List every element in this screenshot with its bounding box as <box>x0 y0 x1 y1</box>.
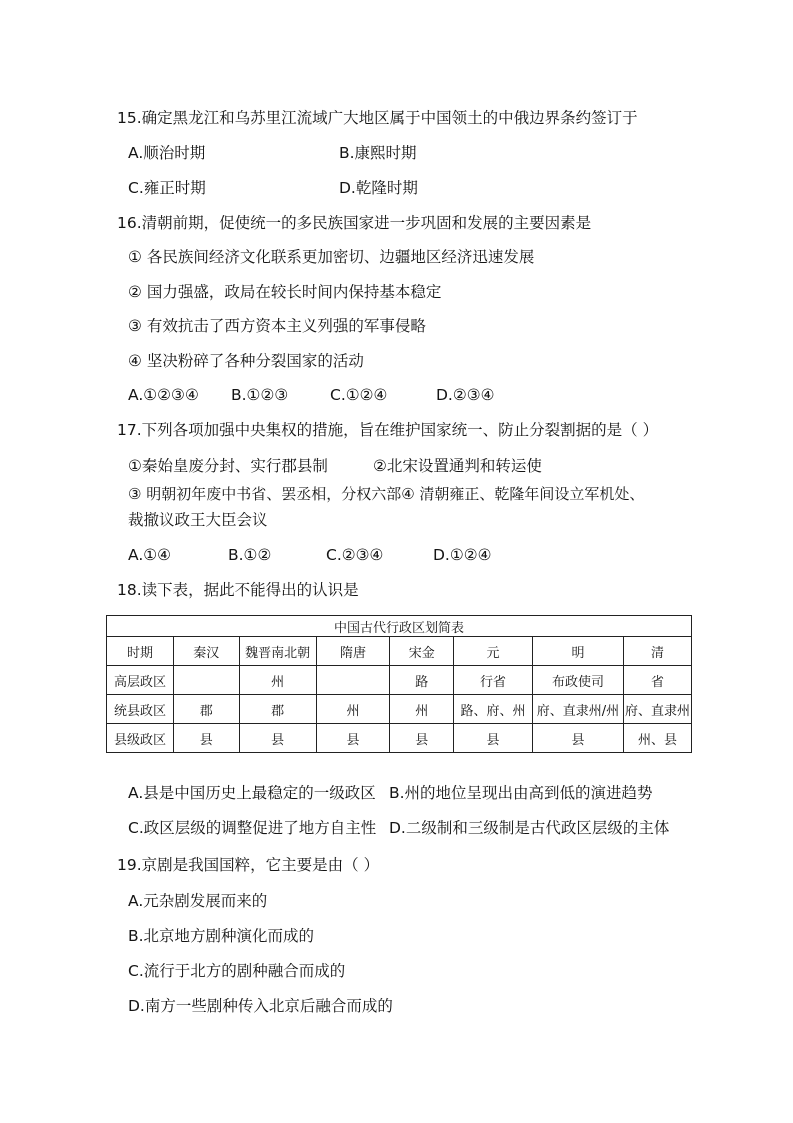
table-cell <box>316 666 390 695</box>
q18-option-c: C.政区层级的调整促进了地方自主性 <box>128 819 377 837</box>
q18-option-b: B.州的地位呈现出由高到低的演进趋势 <box>389 784 653 802</box>
q18-option-d: D.二级制和三级制是古代政区层级的主体 <box>389 819 670 837</box>
table-header-cell: 秦汉 <box>173 637 239 666</box>
q17-option-c: C.②③④ <box>326 546 384 564</box>
q16-item-2: ② 国力强盛，政局在较长时间内保持基本稳定 <box>128 283 442 301</box>
q16-option-d: D.②③④ <box>436 386 495 404</box>
q17-stem: 17.下列各项加强中央集权的措施，旨在维护国家统一、防止分裂割据的是（ ） <box>117 421 659 439</box>
q19-option-c: C.流行于北方的剧种融合而成的 <box>128 962 346 980</box>
q17-item-3-4: ③ 明朝初年废中书省、罢丞相，分权六部④ 清朝雍正、乾隆年间设立军机处、 <box>128 485 645 503</box>
q19-option-b: B.北京地方剧种演化而成的 <box>128 927 315 945</box>
table-cell <box>173 666 239 695</box>
table-cell: 路 <box>390 666 454 695</box>
table-header-cell: 清 <box>623 637 691 666</box>
table-cell: 郡 <box>173 695 239 724</box>
table-cell: 州 <box>316 695 390 724</box>
table-header-cell: 魏晋南北朝 <box>239 637 316 666</box>
table-cell: 路、府、州 <box>454 695 533 724</box>
admin-division-table <box>106 615 692 753</box>
q18-stem: 18.读下表，据此不能得出的认识是 <box>117 581 359 599</box>
table-row <box>107 666 692 695</box>
q19-option-d: D.南方一些剧种传入北京后融合而成的 <box>128 997 393 1015</box>
q17-option-d: D.①②④ <box>433 546 492 564</box>
table-cell: 高层政区 <box>107 666 174 695</box>
table-cell: 州 <box>239 666 316 695</box>
table-header-cell: 元 <box>454 637 533 666</box>
q15-option-d: D.乾隆时期 <box>339 179 418 197</box>
table-header-cell: 时期 <box>107 637 174 666</box>
table-header-cell: 隋唐 <box>316 637 390 666</box>
table-cell: 府、直隶州 <box>623 695 691 724</box>
table-cell: 省 <box>623 666 691 695</box>
q17-option-a: A.①④ <box>128 546 172 564</box>
q15-stem: 15.确定黑龙江和乌苏里江流域广大地区属于中国领土的中俄边界条约签订于 <box>117 109 638 127</box>
table-cell: 统县政区 <box>107 695 174 724</box>
table-cell: 县 <box>533 724 624 753</box>
q17-item-1: ①秦始皇废分封、实行郡县制 <box>128 457 328 475</box>
q16-item-1: ① 各民族间经济文化联系更加密切、边疆地区经济迅速发展 <box>128 248 535 266</box>
table-cell: 县 <box>454 724 533 753</box>
table-cell: 县 <box>239 724 316 753</box>
q15-option-c: C.雍正时期 <box>128 179 206 197</box>
table-cell: 州、县 <box>623 724 691 753</box>
q17-item-4-cont: 裁撤议政王大臣会议 <box>128 511 268 529</box>
q16-option-a: A.①②③④ <box>128 386 199 404</box>
table-cell: 府、直隶州/州 <box>533 695 624 724</box>
q16-item-3: ③ 有效抗击了西方资本主义列强的军事侵略 <box>128 317 426 335</box>
table-cell: 县 <box>390 724 454 753</box>
q16-stem: 16.清朝前期，促使统一的多民族国家进一步巩固和发展的主要因素是 <box>117 214 592 232</box>
q15-option-a: A.顺治时期 <box>128 144 206 162</box>
table-cell: 县级政区 <box>107 724 174 753</box>
table-cell: 布政使司 <box>533 666 624 695</box>
table-cell: 行省 <box>454 666 533 695</box>
table-cell: 县 <box>316 724 390 753</box>
q18-option-a: A.县是中国历史上最稳定的一级政区 <box>128 784 376 802</box>
q19-stem: 19.京剧是我国国粹，它主要是由（ ） <box>117 856 380 874</box>
table-caption: 中国古代行政区划简表 <box>107 616 692 637</box>
q16-option-b: B.①②③ <box>231 386 289 404</box>
table-row <box>107 724 692 753</box>
q15-option-b: B.康熙时期 <box>339 144 417 162</box>
table-cell: 县 <box>173 724 239 753</box>
q16-option-c: C.①②④ <box>330 386 388 404</box>
q17-item-2: ②北宋设置通判和转运使 <box>373 457 542 475</box>
q17-option-b: B.①② <box>228 546 272 564</box>
table-cell: 郡 <box>239 695 316 724</box>
table-header-cell: 明 <box>533 637 624 666</box>
table-header-row <box>107 637 692 666</box>
q16-item-4: ④ 坚决粉碎了各种分裂国家的活动 <box>128 352 364 370</box>
table-header-cell: 宋金 <box>390 637 454 666</box>
q19-option-a: A.元杂剧发展而来的 <box>128 892 268 910</box>
table-cell: 州 <box>390 695 454 724</box>
table-row <box>107 695 692 724</box>
